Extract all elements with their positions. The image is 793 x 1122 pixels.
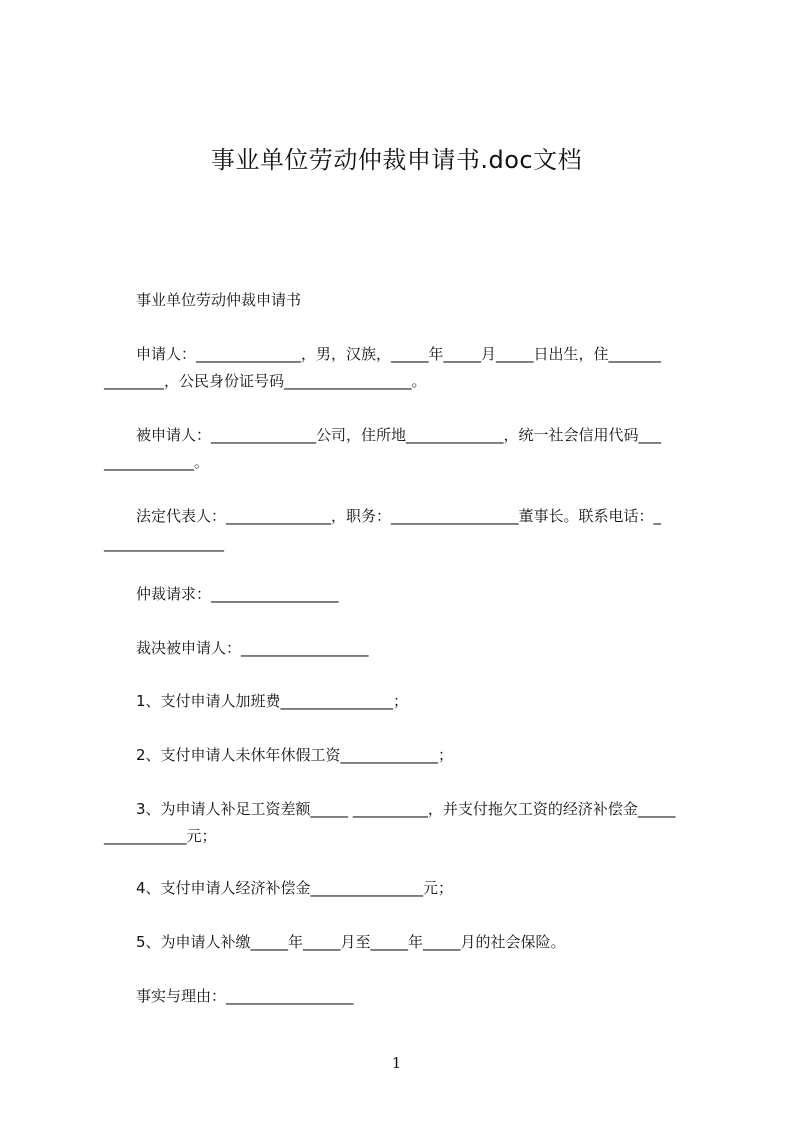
heading: 事业单位劳动仲裁申请书 — [136, 291, 302, 309]
claim-item-continuation: ___________元； — [104, 827, 217, 845]
claim-item: 1、支付申请人加班费_______________； — [136, 692, 409, 710]
facts-label: 事实与理由：_________________ — [136, 987, 354, 1005]
claim-item: 3、为申请人补足工资差额_____ __________，并支付拖欠工资的经济补偿金_____ — [136, 800, 676, 818]
claim-item: 5、为申请人补缴_____年_____月至_____年_____月的社会保险。 — [136, 933, 566, 951]
respondent-line-2: ____________。 — [104, 453, 210, 471]
claims-label: 仲裁请求：_________________ — [136, 585, 339, 603]
document-title: 事业单位劳动仲裁申请书.doc文档 — [210, 146, 583, 174]
claim-item: 2、支付申请人未休年休假工资_____________； — [136, 746, 454, 764]
claim-item: 4、支付申请人经济补偿金_______________元； — [136, 879, 454, 897]
respondent-line-1: 被申请人：______________公司，住所地_____________，统一社会信用代码___ — [136, 426, 662, 444]
applicant-line-2: ________，公民身份证号码_________________。 — [104, 372, 427, 390]
legal-rep-line-1: 法定代表人：______________，职务：_________________董事长。联系电话：_ — [136, 507, 662, 525]
legal-rep-line-2: ________________ — [104, 534, 224, 552]
applicant-line-1: 申请人：______________，男，汉族，_____年_____月_____日出生，住_______ — [136, 345, 662, 363]
ruling-label: 裁决被申请人：_________________ — [136, 639, 369, 657]
page-number: 1 — [391, 1054, 402, 1072]
